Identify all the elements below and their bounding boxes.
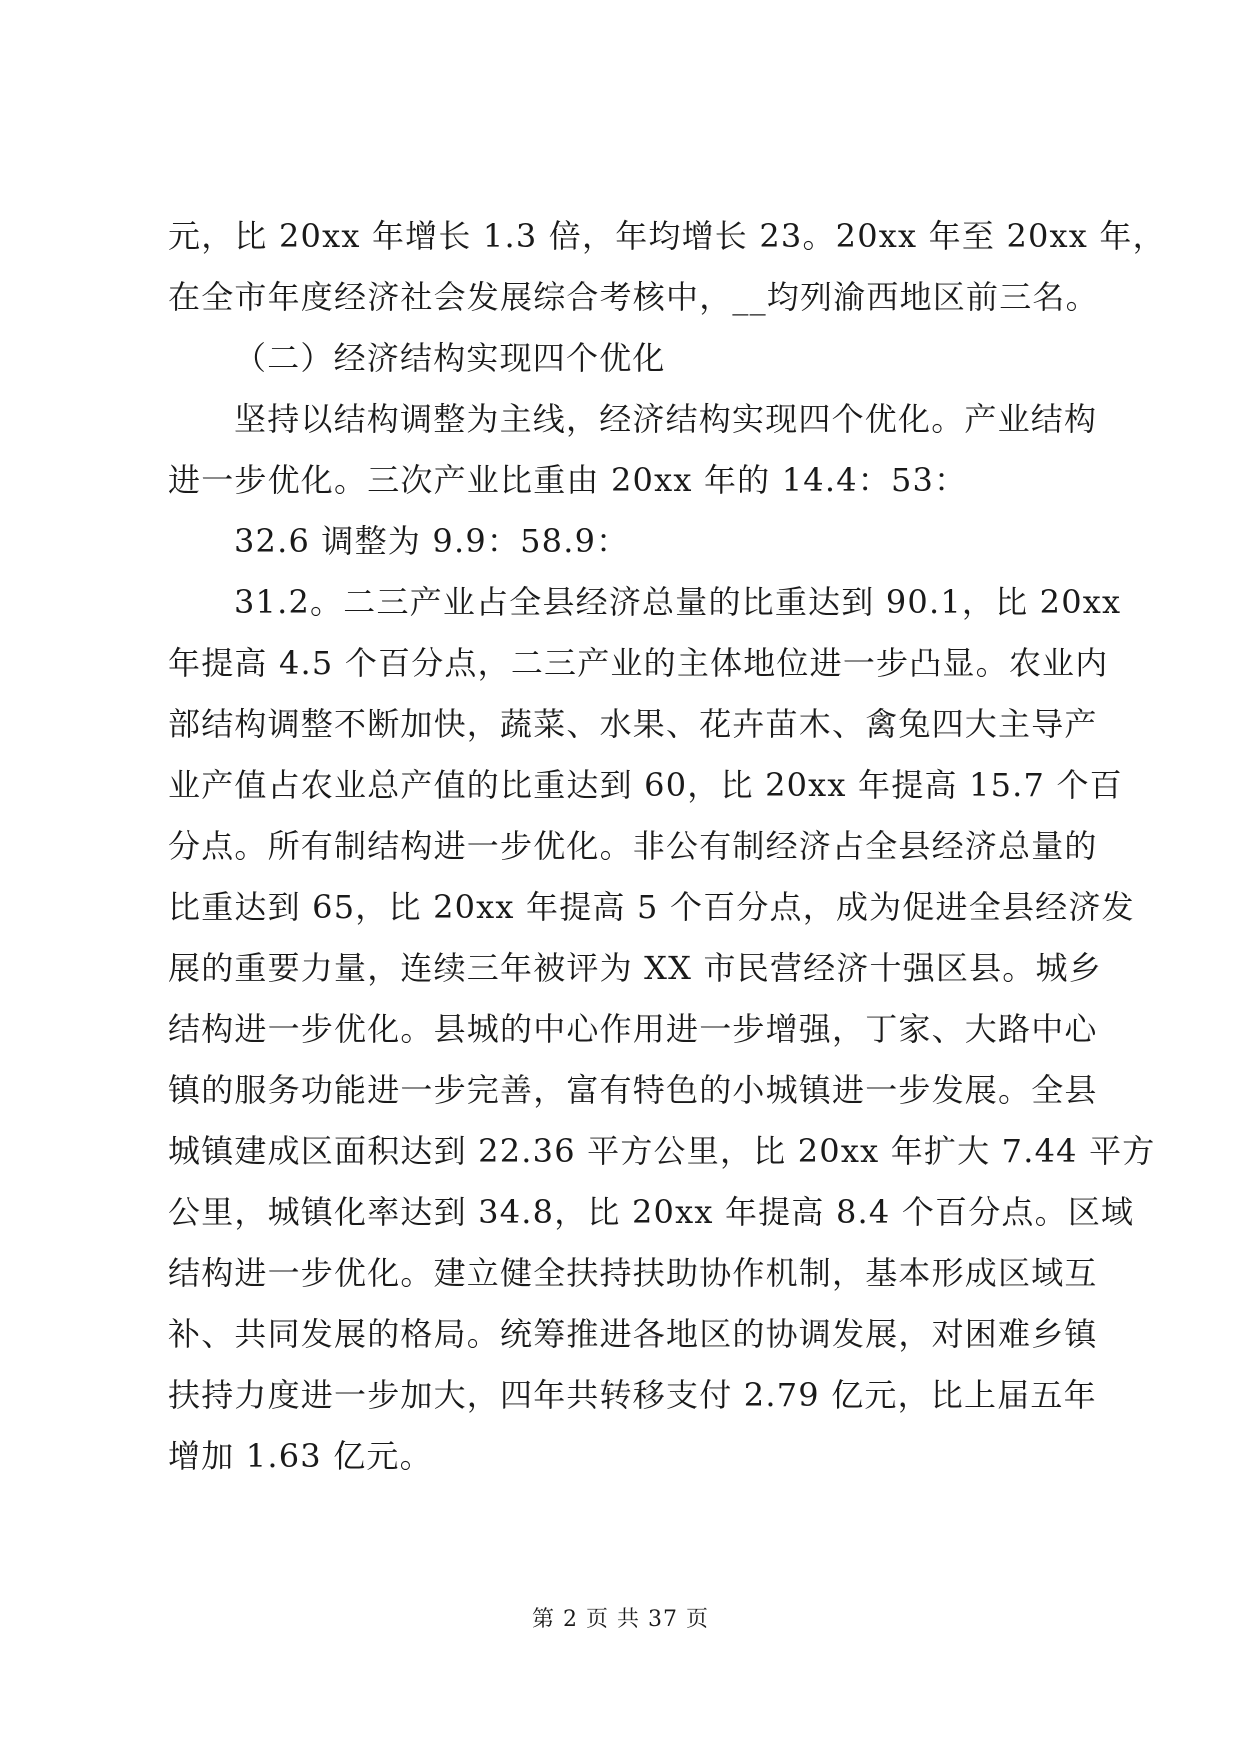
text-line: 分点。所有制结构进一步优化。非公有制经济占全县经济总量的 [168, 827, 1098, 865]
text-line: 在全市年度经济社会发展综合考核中，__均列渝西地区前三名。 [168, 278, 1099, 316]
text-line: 业产值占农业总产值的比重达到 60，比 20xx 年提高 15.7 个百 [168, 766, 1123, 804]
text-line: 结构进一步优化。建立健全扶持扶助协作机制，基本形成区域互 [168, 1254, 1098, 1292]
text-line: 元，比 20xx 年增长 1.3 倍，年均增长 23。20xx 年至 20xx 年， [168, 217, 1166, 255]
text-line: 32.6 调整为 9.9：58.9： [234, 522, 630, 560]
text-line: 扶持力度进一步加大，四年共转移支付 2.79 亿元，比上届五年 [168, 1376, 1097, 1414]
text-line: 年提高 4.5 个百分点，二三产业的主体地位进一步凸显。农业内 [168, 644, 1109, 682]
text-line: 31.2。二三产业占全县经济总量的比重达到 90.1，比 20xx [234, 583, 1122, 621]
text-line: 城镇建成区面积达到 22.36 平方公里，比 20xx 年扩大 7.44 平方 [168, 1132, 1156, 1170]
text-line: 坚持以结构调整为主线，经济结构实现四个优化。产业结构 [234, 400, 1098, 438]
text-line: 公里，城镇化率达到 34.8，比 20xx 年提高 8.4 个百分点。区域 [168, 1193, 1135, 1231]
text-line: 比重达到 65，比 20xx 年提高 5 个百分点，成为促进全县经济发 [168, 888, 1135, 926]
text-line: 镇的服务功能进一步完善，富有特色的小城镇进一步发展。全县 [168, 1071, 1098, 1109]
text-line: 增加 1.63 亿元。 [168, 1437, 433, 1475]
section-heading: （二）经济结构实现四个优化 [234, 339, 666, 377]
page-number-footer: 第 2 页 共 37 页 [532, 1607, 709, 1632]
text-line: 展的重要力量，连续三年被评为 XX 市民营经济十强区县。城乡 [168, 949, 1102, 987]
text-line: 结构进一步优化。县城的中心作用进一步增强，丁家、大路中心 [168, 1010, 1098, 1048]
text-line: 进一步优化。三次产业比重由 20xx 年的 14.4：53： [168, 461, 968, 499]
text-line: 部结构调整不断加快，蔬菜、水果、花卉苗木、禽兔四大主导产 [168, 705, 1098, 743]
text-line: 补、共同发展的格局。统筹推进各地区的协调发展，对困难乡镇 [168, 1315, 1098, 1353]
body-text [168, 206, 1166, 1487]
